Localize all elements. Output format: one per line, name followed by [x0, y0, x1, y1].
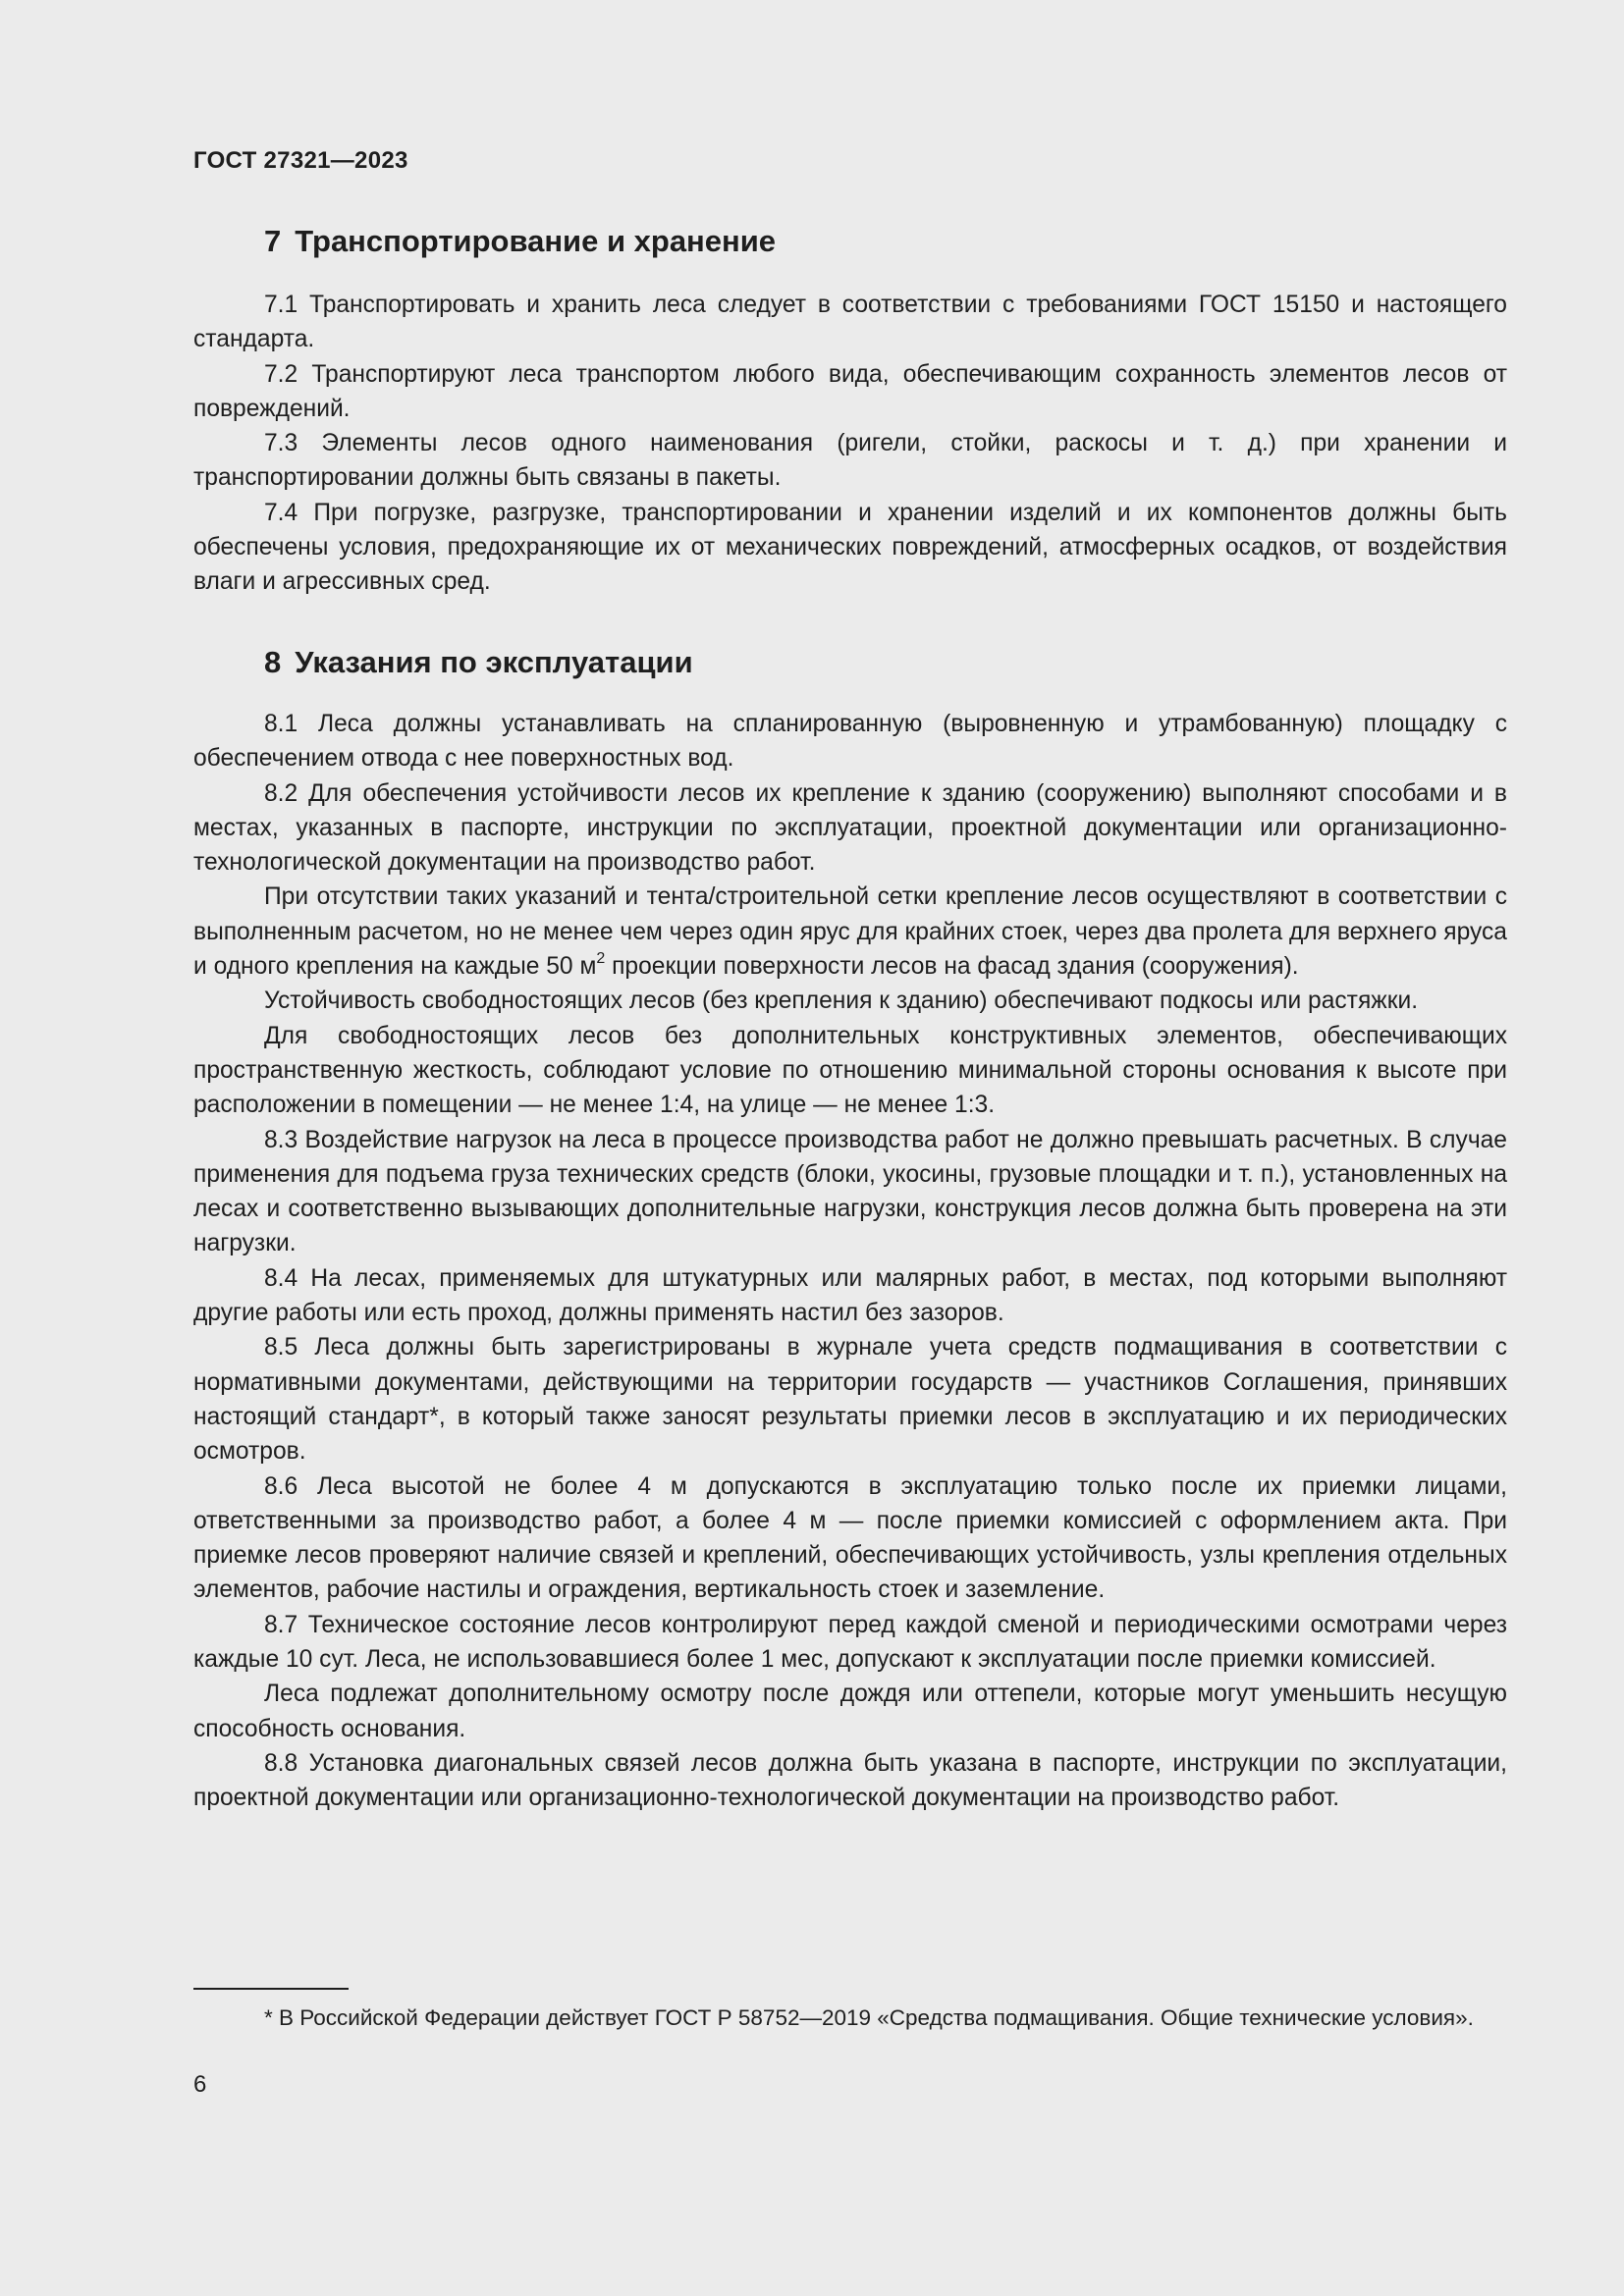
attachment-text: При отсутствии таких указаний и тента/строительной сетки крепление лесов осуществляют в соответствии с выполненным расчетом, но не менее чем через один ярус для крайних стоек, через два пролета для верхнего яруса и одного крепления на каждые 50 м — [193, 883, 1507, 981]
paragraph-8-5: 8.5 Леса должны быть зарегистрированы в журнале учета средств подмащивания в соответствии с нормативными документами, действующими на территории государств — участников Соглашения, принявших настоящий стандарт*, в который также заносят результаты приемки лесов в эксплуатацию и их периодических осмотров. — [193, 1334, 1507, 1466]
section-7-heading — [264, 224, 776, 259]
attachment-text-tail: проекции поверхности лесов на фасад здания (сооружения). — [605, 953, 1299, 981]
paragraph-7-4: 7.4 При погрузке, разгрузке, транспортировании и хранении изделий и их компонентов должны быть обеспечены условия, предохраняющие их от механических повреждений, атмосферных осадков, от воздействия влаги и агрессивных сред. — [193, 499, 1507, 596]
paragraph-8-3: 8.3 Воздействие нагрузок на леса в процессе производства работ не должно превышать расчетных. В случае применения для подъема груза технических средств (блоки, укосины, грузовые площадки и т. п.), установленных на лесах и соответственно вызывающих дополнительные нагрузки, конструкция лесов должна быть проверена на эти нагрузки. — [193, 1126, 1507, 1257]
document-page — [193, 0, 1507, 2296]
footnote: * В Российской Федерации действует ГОСТ Р 58752—2019 «Средства подмащивания. Общие технические условия». — [264, 2005, 1474, 2030]
section-7-title: Транспортирование и хранение — [295, 224, 777, 258]
paragraph-freestanding-ratio: Для свободностоящих лесов без дополнительных конструктивных элементов, обеспечивающих пространственную жесткость, соблюдают условие по отношению минимальной стороны основания к высоте при расположении в помещении — не менее 1:4, на улице — не менее 1:3. — [193, 1022, 1507, 1119]
section-8-body — [193, 707, 1507, 1816]
section-8-heading — [264, 645, 693, 680]
superscript-squared: 2 — [596, 949, 606, 967]
paragraph-8-1: 8.1 Леса должны устанавливать на спланированную (выровненную и утрамбованную) площадку с обеспечением отвода с нее поверхностных вод. — [193, 711, 1507, 773]
footnote-divider — [193, 1988, 349, 1990]
paragraph-8-2-attachment — [193, 880, 1507, 984]
paragraph-7-2: 7.2 Транспортируют леса транспортом любого вида, обеспечивающим сохранность элементов лесов от повреждений. — [193, 360, 1507, 422]
paragraph-8-7: 8.7 Техническое состояние лесов контролируют перед каждой сменой и периодическими осмотрами через каждые 10 сут. Леса, не использовавшиеся более 1 мес, допускают к эксплуатации после приемки комиссией. — [193, 1611, 1507, 1674]
paragraph-8-4: 8.4 На лесах, применяемых для штукатурных или малярных работ, в местах, под которыми выполняют другие работы или есть проход, должны применять настил без зазоров. — [193, 1264, 1507, 1327]
paragraph-8-6: 8.6 Леса высотой не более 4 м допускаются в эксплуатацию только после их приемки лицами, ответственными за производство работ, а более 4 м — после приемки комиссией с оформлением акта. При приемке лесов проверяют наличие связей и креплений, обеспечивающих устойчивость, узлы крепления отдельных элементов, рабочие настилы и ограждения, вертикальность стоек и заземление. — [193, 1472, 1507, 1604]
page-number: 6 — [193, 2071, 207, 2098]
paragraph-freestanding-stability: Устойчивость свободностоящих лесов (без крепления к зданию) обеспечивают подкосы или растяжки. — [264, 988, 1419, 1015]
paragraph-8-2: 8.2 Для обеспечения устойчивости лесов их крепление к зданию (сооружению) выполняют способами и в местах, указанных в паспорте, инструкции по эксплуатации, проектной документации или организационно-технологической документации на производство работ. — [193, 779, 1507, 877]
section-8-number: 8 — [264, 645, 282, 679]
paragraph-additional-inspection: Леса подлежат дополнительному осмотру после дождя или оттепели, которые могут уменьшить несущую способность основания. — [193, 1681, 1507, 1742]
paragraph-7-3: 7.3 Элементы лесов одного наименования (ригели, стойки, раскосы и т. д.) при хранении и транспортировании должны быть связаны в пакеты. — [193, 430, 1507, 492]
paragraph-8-8: 8.8 Установка диагональных связей лесов должна быть указана в паспорте, инструкции по эксплуатации, проектной документации или организационно-технологической документации на производство работ. — [193, 1749, 1507, 1812]
document-code-header: ГОСТ 27321—2023 — [193, 147, 408, 174]
section-7-body — [193, 288, 1507, 600]
section-7-number: 7 — [264, 224, 282, 258]
paragraph-7-1: 7.1 Транспортировать и хранить леса следует в соответствии с требованиями ГОСТ 15150 и настоящего стандарта. — [193, 292, 1507, 353]
section-8-title: Указания по эксплуатации — [295, 645, 693, 679]
